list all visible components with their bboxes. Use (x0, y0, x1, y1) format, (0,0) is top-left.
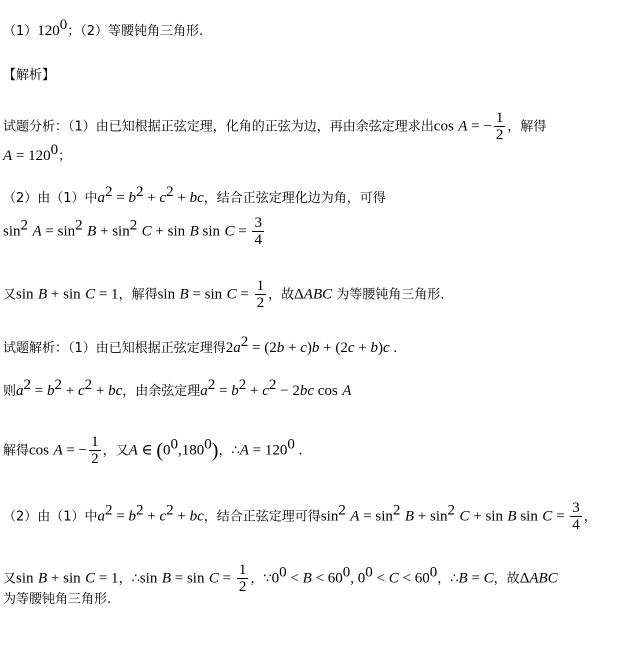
math: + (246, 383, 263, 399)
text: ， (583, 509, 597, 525)
math: bc (189, 508, 204, 525)
math: bc (299, 383, 315, 399)
math: = (236, 286, 253, 303)
math: = sin (188, 286, 223, 303)
fraction (252, 215, 264, 248)
math: c (383, 340, 390, 356)
text: ；（2）等腰钝角三角形. (67, 24, 204, 39)
math: , 0 (350, 570, 366, 587)
math: c (300, 340, 307, 356)
analysis-line-5 (3, 278, 444, 311)
math: 0 (163, 442, 171, 459)
numerator: 1 (495, 110, 504, 126)
math: B (302, 570, 312, 587)
math: B (161, 570, 171, 587)
math: b (46, 383, 55, 399)
text: ； (58, 149, 72, 164)
math: b (231, 383, 239, 399)
denominator: 4 (254, 232, 262, 248)
math: a (97, 190, 106, 206)
math: A (239, 442, 249, 459)
math: 2 (207, 377, 216, 393)
math: 120 (37, 23, 60, 39)
text: ，解得 (118, 287, 158, 303)
math: 0 (50, 142, 59, 158)
math: = sin (359, 508, 393, 525)
denominator: 2 (91, 451, 99, 467)
math: A (342, 383, 352, 399)
math: ) (378, 340, 383, 356)
math: A (32, 223, 42, 240)
fraction (570, 500, 582, 533)
math: B (37, 570, 48, 587)
text: ，又 (102, 443, 129, 459)
math: A (350, 508, 360, 525)
math: 0 (170, 436, 179, 453)
math: b (370, 340, 378, 356)
math: < 60 (311, 570, 343, 587)
math: C (459, 508, 470, 525)
math: b (276, 340, 285, 356)
math: bc (189, 190, 204, 206)
math: 0 (59, 17, 68, 33)
math: a (16, 383, 24, 399)
math: 2 (238, 377, 247, 393)
math: = sin (41, 223, 76, 240)
math: = sin (170, 570, 205, 587)
math: 0 (429, 564, 438, 581)
math: = (552, 508, 569, 525)
text: 又 (3, 287, 17, 303)
math: c (159, 190, 167, 206)
solution-line-3 (3, 434, 302, 467)
math: + sin (96, 223, 130, 240)
math: = 120 (248, 442, 288, 459)
numerator: 1 (256, 278, 265, 294)
math: a (200, 383, 208, 399)
math: 0 (204, 436, 212, 453)
math: + sin (414, 508, 448, 525)
math: ∈ (137, 442, 157, 459)
math: C (226, 286, 237, 303)
math: c (159, 508, 167, 525)
math: + (2 (319, 340, 348, 356)
math: = (2 (248, 340, 277, 356)
math: C (483, 570, 494, 587)
math: B (179, 286, 189, 303)
math: + (92, 383, 109, 399)
math: ABC (303, 286, 333, 303)
math: = 120 (12, 148, 51, 164)
math: B (507, 508, 517, 525)
answer-line (3, 17, 204, 42)
denominator: 4 (572, 517, 580, 533)
text: 则 (3, 384, 17, 399)
solution-line-2 (3, 377, 352, 402)
math: 2 (225, 340, 234, 356)
math: 2 (105, 502, 113, 519)
math: ( (156, 439, 164, 462)
text: （1） (3, 24, 38, 39)
math: = − (467, 118, 492, 135)
math: 2 (166, 502, 174, 519)
solution-line-1 (3, 334, 398, 359)
numerator: 1 (238, 562, 247, 578)
math: a (233, 340, 241, 356)
text: ，结合正弦定理可得 (203, 509, 321, 525)
denominator: 2 (256, 295, 265, 311)
numerator: 3 (572, 500, 580, 516)
text: ，故 (493, 571, 520, 587)
math: 2 (136, 502, 144, 519)
solution-line-6: 为等腰钝角三角形. (3, 592, 112, 607)
math: ABC (529, 570, 558, 587)
math: B (458, 570, 468, 587)
math: ) (306, 340, 312, 356)
math: B (404, 508, 415, 525)
math: C (141, 223, 152, 240)
math: + sin (47, 570, 81, 587)
math: C (388, 570, 399, 587)
math: A (53, 442, 63, 459)
math: cos (314, 383, 338, 399)
analysis-line-3 (3, 184, 386, 209)
math: sin (139, 570, 158, 587)
math: 2 (166, 184, 174, 200)
math: 2 (54, 377, 62, 393)
math: + (143, 508, 160, 525)
math: 2 (20, 217, 29, 234)
math: A (128, 442, 138, 459)
math: 2 (136, 184, 144, 200)
math: a (97, 508, 106, 525)
math: C (224, 223, 235, 240)
math: = (234, 223, 251, 240)
text: ，解得 (507, 119, 547, 135)
math: = (215, 383, 232, 399)
math: . (294, 442, 303, 459)
math: 2 (75, 217, 83, 234)
math: = 1 (95, 286, 119, 303)
math: + sin (47, 286, 81, 303)
math: c (347, 340, 355, 356)
text: ，∴ (218, 443, 240, 459)
math: = − (62, 442, 88, 459)
math: + (143, 190, 160, 206)
math: < 60 (398, 570, 430, 587)
math: sin (516, 508, 538, 525)
denominator: 2 (238, 579, 247, 595)
text: ，∵ (250, 571, 272, 587)
math: + (173, 508, 190, 525)
math: + (354, 340, 371, 356)
math: 0 (287, 436, 295, 453)
math: Δ (294, 286, 304, 303)
math: C (208, 570, 219, 587)
math: = (218, 570, 235, 587)
math: C (542, 508, 553, 525)
math: < (286, 570, 303, 587)
analysis-line-2 (3, 142, 72, 167)
math: = (112, 190, 129, 206)
math: . (389, 340, 398, 356)
math: A (458, 118, 468, 135)
math: sin (320, 508, 339, 525)
math: ,180 (178, 442, 205, 459)
text: 试题分析：（1）由已知根据正弦定理，化角的正弦为边，再由余弦定理求出 (3, 119, 434, 135)
math: 2 (447, 502, 456, 519)
text: ，结合正弦定理化边为角，可得 (203, 191, 386, 206)
math: 2 (338, 502, 346, 519)
text: ，∴ (118, 571, 140, 587)
math: 0 (342, 564, 351, 581)
math: sin (16, 286, 34, 303)
math: 2 (84, 377, 93, 393)
text: ，故 (268, 287, 295, 303)
math: cos (29, 442, 50, 459)
fraction (255, 278, 267, 311)
math: = (31, 383, 47, 399)
text: （2）由（1）中 (3, 191, 98, 206)
math: < (372, 570, 389, 587)
math: ) (211, 439, 219, 462)
math: b (128, 508, 137, 525)
math: sin (198, 223, 221, 240)
math: + sin (151, 223, 186, 240)
math: = (467, 570, 484, 587)
text: ，由余弦定理 (122, 384, 201, 399)
math: B (189, 223, 199, 240)
math: cos (433, 118, 454, 135)
fraction (89, 434, 101, 467)
math: C (85, 286, 96, 303)
math: A (3, 148, 13, 164)
text: 试题解析：（1）由已知根据正弦定理得 (3, 341, 226, 356)
math: 2 (129, 217, 138, 234)
math: + (284, 340, 301, 356)
fraction (494, 110, 506, 143)
math: + sin (469, 508, 503, 525)
analysis-line-4 (3, 215, 266, 248)
math: = (112, 508, 129, 525)
math: 2 (392, 502, 401, 519)
fraction (237, 562, 249, 595)
denominator: 2 (495, 127, 504, 143)
text: 又 (3, 571, 17, 587)
math: = 1 (95, 570, 119, 587)
math: bc (108, 383, 123, 399)
math: 0 (271, 570, 280, 587)
text: 解得 (3, 443, 30, 459)
math: B (87, 223, 97, 240)
text: 为等腰钝角三角形. (332, 287, 445, 303)
math: + (61, 383, 78, 399)
math: 2 (105, 184, 113, 200)
math: − 2 (276, 383, 300, 399)
text: （2）由（1）中 (3, 509, 98, 525)
math: 2 (240, 334, 249, 350)
math: 2 (268, 377, 277, 393)
numerator: 3 (254, 215, 262, 231)
numerator: 1 (91, 434, 99, 450)
math: C (85, 570, 96, 587)
math: sin (16, 570, 34, 587)
math: B (37, 286, 48, 303)
math: b (128, 190, 137, 206)
math: c (262, 383, 269, 399)
math: 0 (279, 564, 287, 581)
text: ，∴ (437, 571, 459, 587)
analysis-line-1 (3, 110, 546, 143)
math: sin (157, 286, 176, 303)
solution-line-4 (3, 500, 597, 533)
math: c (77, 383, 85, 399)
math: Δ (519, 570, 530, 587)
math: + (173, 190, 190, 206)
math: b (311, 340, 320, 356)
section-heading: 【解析】 (3, 68, 56, 83)
math: sin (3, 223, 21, 240)
math: 2 (23, 377, 32, 393)
math: 0 (365, 564, 373, 581)
